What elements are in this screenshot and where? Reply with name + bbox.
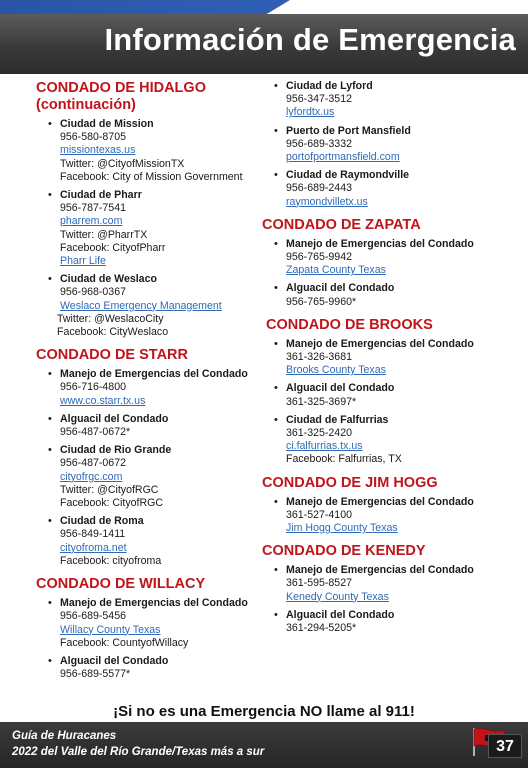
- non-emergency-banner: ¡Si no es una Emergencia NO llame al 911!: [113, 703, 415, 720]
- list-item: • Manejo de Emergencias del Condado 956-765-9942 Zapata County Texas: [262, 238, 510, 278]
- list-item: • Alguacil del Condado 956-487-0672*: [36, 413, 264, 439]
- page-footer: [0, 722, 528, 768]
- website-link[interactable]: Brooks County Texas: [286, 364, 386, 377]
- list-item: • Ciudad de Roma 956-849-1411 cityofroma.net Facebook: cityofroma: [36, 515, 264, 568]
- county-heading: CONDADO DE STARR: [36, 347, 188, 364]
- website-link[interactable]: Kenedy County Texas: [286, 590, 389, 603]
- left-column: [36, 80, 264, 689]
- footer-guide-title: Guía de Huracanes: [12, 730, 117, 742]
- right-column: [262, 80, 510, 643]
- list-item: • Alguacil del Condado 361-325-3697*: [262, 382, 510, 408]
- list-item: • Manejo de Emergencias del Condado 956-716-4800 www.co.starr.tx.us: [36, 368, 264, 408]
- website-link[interactable]: Weslaco Emergency Management: [60, 299, 222, 312]
- list-item: • Manejo de Emergencias del Condado 361-595-8527 Kenedy County Texas: [262, 564, 510, 604]
- list-item: • Puerto de Port Mansfield 956-689-3332 portofportmansfield.com: [262, 125, 510, 165]
- list-item: • Ciudad de Rio Grande 956-487-0672 cityofrgc.com Twitter: @CityofRGC Facebook: CityofRGC: [36, 444, 264, 510]
- county-willacy-continued: [262, 80, 510, 209]
- county-heading: CONDADO DE ZAPATA: [262, 216, 421, 233]
- website-link[interactable]: cityofrgc.com: [60, 470, 123, 483]
- website-link[interactable]: www.co.starr.tx.us: [60, 394, 146, 407]
- website-link[interactable]: Jim Hogg County Texas: [286, 522, 398, 535]
- county-kenedy: [262, 543, 510, 635]
- page-header: [0, 0, 528, 74]
- list-item: • Ciudad de Pharr 956-787-7541 pharrem.com Twitter: @PharrTX Facebook: CityofPharr Pharr Life: [36, 189, 264, 268]
- website-link[interactable]: pharrem.com: [60, 215, 123, 228]
- list-item: • Alguacil del Condado 956-765-9960*: [262, 282, 510, 308]
- list-item: • Ciudad de Mission 956-580-8705 missiontexas.us Twitter: @CityofMissionTX Facebook: City of Mission Government: [36, 118, 264, 184]
- county-heading: CONDADO DE BROOKS: [266, 316, 433, 333]
- website-link[interactable]: missiontexas.us: [60, 144, 136, 157]
- website-link[interactable]: portofportmansfield.com: [286, 151, 400, 164]
- county-zapata: [262, 217, 510, 309]
- page-title: Información de Emergencia: [104, 22, 516, 57]
- list-item: • Ciudad de Weslaco 956-968-0367 Weslaco Emergency Management Twitter: @WeslacoCity Facebook: CityWeslaco: [36, 273, 264, 339]
- page-number: 37: [488, 734, 522, 758]
- website-link[interactable]: Willacy County Texas: [60, 623, 161, 636]
- website-link[interactable]: raymondvilletx.us: [286, 195, 368, 208]
- website-link[interactable]: lyfordtx.us: [286, 106, 335, 119]
- list-item: • Alguacil del Condado 956-689-5577*: [36, 655, 264, 681]
- county-willacy: [36, 576, 264, 681]
- list-item: • Ciudad de Raymondville 956-689-2443 raymondvilletx.us: [262, 169, 510, 209]
- county-subheading: (continuación): [36, 97, 136, 113]
- list-item: • Manejo de Emergencias del Condado 361-527-4100 Jim Hogg County Texas: [262, 496, 510, 536]
- county-hidalgo: [36, 80, 264, 339]
- list-item: • Alguacil del Condado 361-294-5205*: [262, 609, 510, 635]
- footer-guide-subtitle: 2022 del Valle del Río Grande/Texas más a sur: [12, 746, 265, 758]
- website-link[interactable]: Zapata County Texas: [286, 264, 386, 277]
- county-starr: [36, 347, 264, 568]
- list-item: • Ciudad de Falfurrias 361-325-2420 ci.falfurrias.tx.us Facebook: Falfurrias, TX: [262, 414, 510, 467]
- list-item: • Ciudad de Lyford 956-347-3512 lyfordtx.us: [262, 80, 510, 120]
- website-link[interactable]: ci.falfurrias.tx.us: [286, 440, 363, 453]
- list-item: • Manejo de Emergencias del Condado 361-326-3681 Brooks County Texas: [262, 338, 510, 378]
- county-heading: CONDADO DE KENEDY: [262, 543, 426, 560]
- county-jim-hogg: [262, 475, 510, 536]
- list-item: • Manejo de Emergencias del Condado 956-689-5456 Willacy County Texas Facebook: CountyofWillacy: [36, 597, 264, 650]
- county-heading: CONDADO DE HIDALGO: [36, 80, 206, 96]
- website-link[interactable]: cityofroma.net: [60, 541, 127, 554]
- website-link[interactable]: Pharr Life: [60, 255, 106, 268]
- county-heading: CONDADO DE WILLACY: [36, 576, 206, 593]
- county-brooks: [262, 317, 510, 467]
- county-heading: CONDADO DE JIM HOGG: [262, 474, 438, 491]
- header-blue-stripe: [0, 0, 290, 14]
